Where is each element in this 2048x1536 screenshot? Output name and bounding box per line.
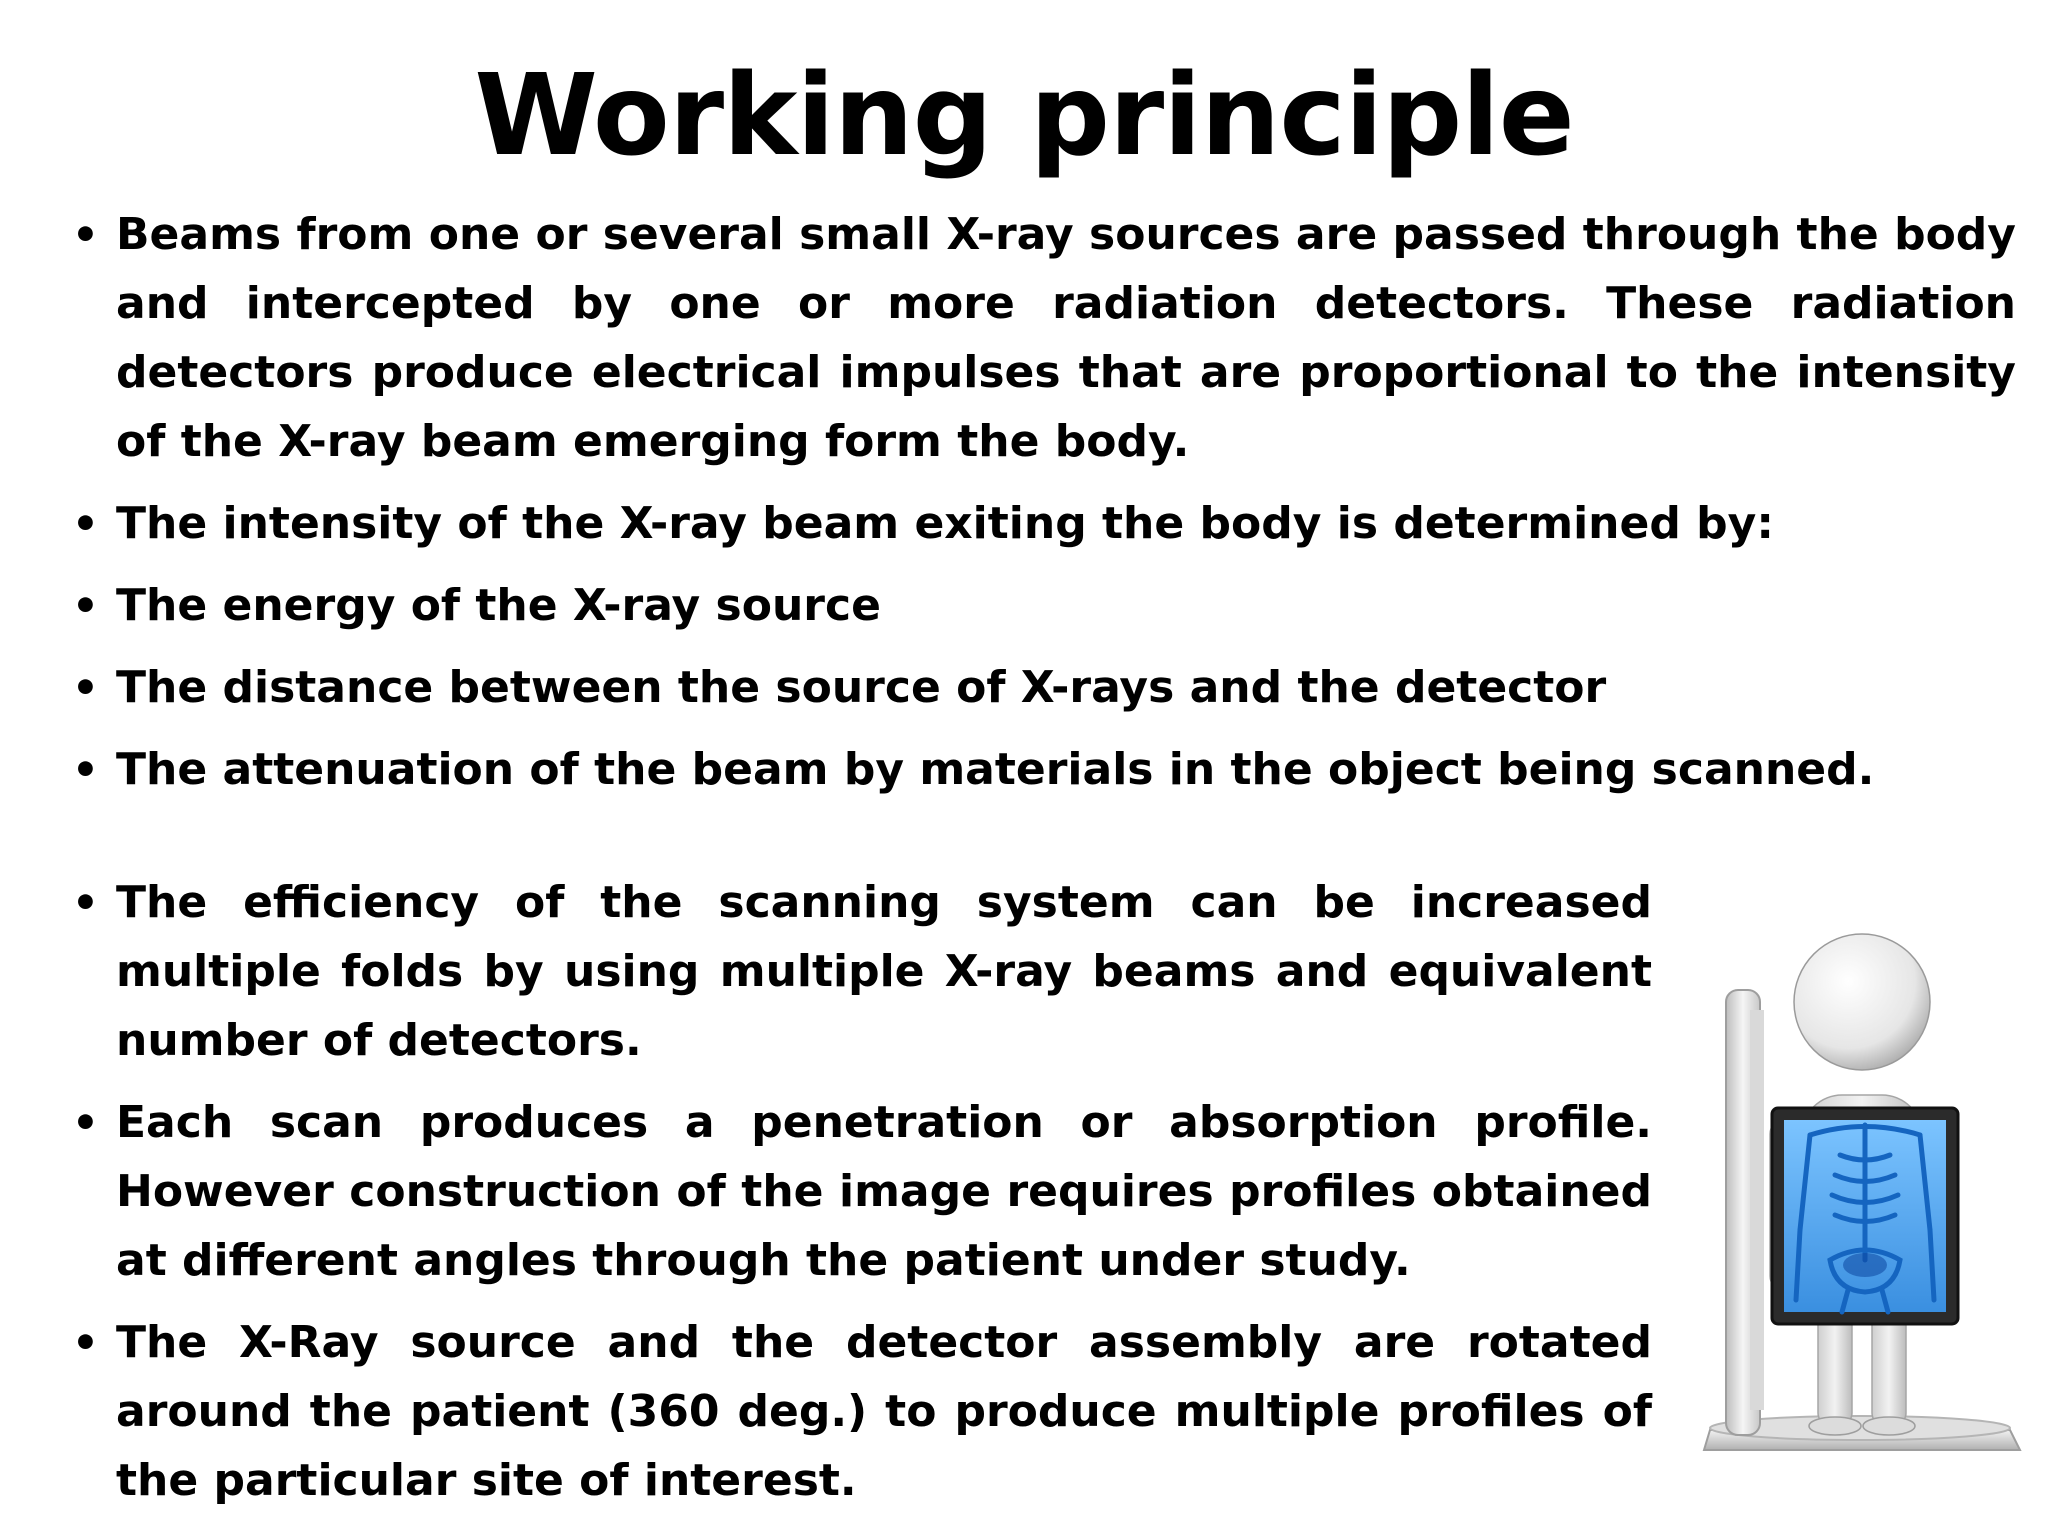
bullet-text: The X-Ray source and the detector assembly are rotated around the patient (360 deg.) to produce multiple profiles of the particular site of interest. [116, 1317, 1652, 1506]
bullet-icon: • [72, 1318, 99, 1367]
bullet-text: The intensity of the X-ray beam exiting the body is determined by: [116, 498, 1774, 549]
bullet-text: The efficiency of the scanning system can be increased multiple folds by using multiple X-ray beams and equivalent number of detectors. [116, 877, 1652, 1066]
page-title: Working principle [474, 51, 1574, 181]
list-item [36, 200, 2016, 476]
bullet-text: Each scan produces a penetration or absorption profile. However construction of the image requires profiles obtained at different angles through the patient under study. [116, 1097, 1652, 1286]
bullet-text: The attenuation of the beam by materials in the object being scanned. [116, 744, 1875, 795]
bullet-icon: • [72, 210, 99, 259]
bullet-icon: • [72, 581, 99, 630]
xray-scanner-figure-icon [1690, 930, 2030, 1470]
list-item [36, 653, 2016, 722]
list-item [36, 571, 2016, 640]
list-item [36, 1308, 1652, 1515]
list-item [36, 868, 1652, 1075]
list-item [36, 489, 2016, 558]
bullet-icon: • [72, 1098, 99, 1147]
bullet-icon: • [72, 499, 99, 548]
list-item [36, 1088, 1652, 1295]
bullet-icon: • [72, 663, 99, 712]
bullet-icon: • [72, 878, 99, 927]
list-item [36, 735, 2016, 804]
top-bullet-list [36, 200, 2016, 817]
bullet-text: The distance between the source of X-rays and the detector [116, 662, 1607, 713]
bottom-bullet-list [36, 868, 1652, 1528]
bullet-icon: • [72, 745, 99, 794]
bullet-text: Beams from one or several small X-ray sources are passed through the body and intercepted by one or more radiation detectors. These radiation detectors produce electrical impulses that are proportional to the intensity of the X-ray beam emerging form the body. [116, 209, 2016, 467]
bullet-text: The energy of the X-ray source [116, 580, 881, 631]
